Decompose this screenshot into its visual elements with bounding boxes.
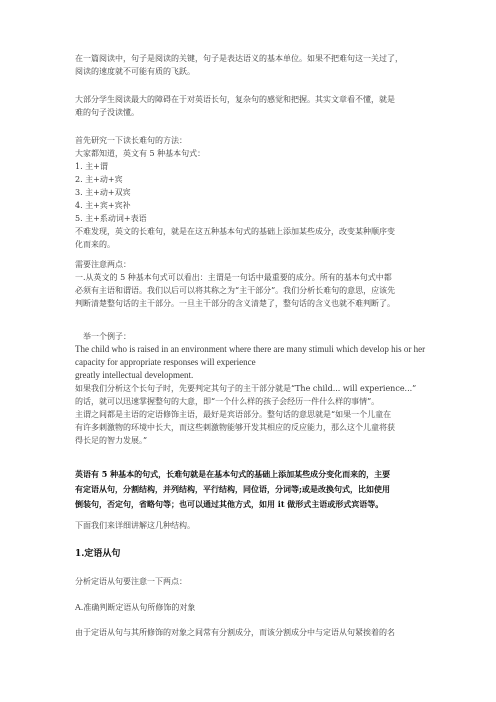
analysis-line: 得长足的智力发展。” — [75, 436, 148, 445]
text-line: 英语有 5 种基本的句式，长难句就是在基本句式的基础上添加某些成分变化而来的，主要 — [75, 469, 391, 479]
text-line: 判断清楚整句话的主干部分。一旦主干部分的含义清楚了，整句话的含义也就不难判断了。 — [75, 299, 395, 308]
text-line: 在一篇阅读中，句子是阅读的关键，句子是表达语义的基本单位。如果不把难句这一关过了， — [75, 54, 403, 63]
section-attributive-clause — [75, 548, 427, 561]
text-line: 分析定语从句要注意一下两点： — [75, 577, 187, 586]
list-item: 1. 主+谓 — [75, 162, 108, 171]
subsection-a — [75, 601, 427, 614]
summary-bold-paragraph — [75, 467, 427, 512]
text-line: 下面我们来详细讲解这几种结构。 — [75, 521, 195, 530]
analysis-line: 主谓之间都是主语的定语修饰主语，最好是宾语部分。整句话的意思就是“如果一个儿童在 — [75, 410, 392, 419]
subsection-title: A.准确判断定语从句所修饰的对象 — [75, 603, 196, 612]
method-heading: 首先研究一下读长难句的方法： — [75, 136, 187, 145]
analysis-line: 的话，就可以迅速掌握整句的大意，即“一个什么样的孩子会经历一件什么样的事情”。 — [75, 397, 380, 406]
next-paragraph — [75, 519, 427, 532]
analysis-line: 如果我们分析这个长句子时，先要判定其句子的主干部分就是“The child... will experience...” — [75, 384, 417, 393]
subsection-a-text — [75, 626, 427, 639]
example-sentence: The child who is raised in an environment where there are many stimuli which develop his or her — [75, 344, 426, 354]
text-line: 必须有主语和谓语。我们以后可以将其称之为“主干部分”。我们分析长难句的意思，应该先 — [75, 286, 396, 295]
text-line: 一.从英文的 5 种基本句式可以看出：主谓是一句话中最重要的成分。所有的基本句式中都 — [75, 273, 392, 282]
text-line: 化而来的。 — [75, 240, 115, 249]
list-item: 3. 主+动+双宾 — [75, 188, 131, 197]
text-line: 有定语从句，分割结构，并列结构，平行结构，同位语，分词等;或是改换句式，比如使用 — [75, 484, 390, 494]
section-sub — [75, 575, 427, 588]
intro-paragraph — [75, 52, 427, 78]
example-sentence: capacity for appropriate responses will experience — [75, 357, 256, 367]
section-title: 1.定语从句 — [75, 549, 121, 559]
text-line: 难的句子没读懂。 — [75, 108, 139, 117]
text-line: 大部分学生阅读最大的障碍在于对英语长句，复杂句的感觉和把握。其实文章看不懂，就是 — [75, 95, 395, 104]
analysis-line: 有许多刺激物的环境中长大，而这些刺激物能够开发其相应的反应能力，那么这个儿童将获 — [75, 423, 395, 432]
example-sentence: greatly intellectual development. — [75, 370, 194, 380]
method-section — [75, 134, 427, 251]
text-line: 大家都知道，英文有 5 种基本句式： — [75, 149, 206, 158]
text-line: 倒装句，否定句，省略句等；也可以通过其他方式，如用 it 做形式主语或形式宾语等。 — [75, 499, 384, 509]
notes-heading: 需要注意两点： — [75, 260, 131, 269]
obstacle-paragraph — [75, 93, 427, 119]
example-heading: 举一个例子： — [83, 332, 131, 341]
notes-section — [75, 258, 427, 310]
list-item: 5. 主+系动词+表语 — [75, 214, 147, 223]
list-item: 2. 主+动+宾 — [75, 175, 123, 184]
example-section — [75, 330, 427, 447]
text-line: 不难发现，英文的长难句，就是在这五种基本句式的基础上添加某些成分，改变某种顺序变 — [75, 227, 395, 236]
text-line: 阅读的速度就不可能有质的飞跃。 — [75, 67, 195, 76]
list-item: 4. 主+宾+宾补 — [75, 201, 131, 210]
text-line: 由于定语从句与其所修饰的对象之间常有分割成分，而该分割成分中与定语从句紧挨着的名 — [75, 628, 395, 637]
